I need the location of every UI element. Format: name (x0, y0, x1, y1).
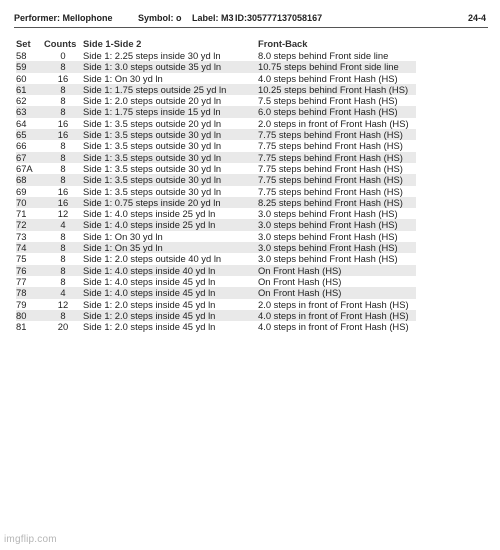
symbol-label: Symbol: o (138, 13, 182, 23)
cell-side: Side 1: 2.0 steps inside 45 yd ln (83, 298, 216, 310)
cell-front-back: 7.75 steps behind Front Hash (HS) (258, 140, 403, 152)
cell-side: Side 1: 2.0 steps inside 45 yd ln (83, 321, 216, 333)
cell-side: Side 1: 3.0 steps outside 35 yd ln (83, 61, 222, 73)
cell-side: Side 1: On 30 yd ln (83, 72, 163, 84)
table-row (16, 276, 416, 287)
cell-side: Side 1: 1.75 steps inside 15 yd ln (83, 106, 221, 118)
cell-counts: 16 (57, 72, 69, 84)
id-label: ID:305777137058167 (235, 13, 323, 23)
table-row (16, 208, 416, 219)
cell-set: 69 (16, 185, 27, 197)
header-bar (14, 11, 486, 25)
cell-front-back: 2.0 steps in front of Front Hash (HS) (258, 298, 409, 310)
cell-front-back: 2.0 steps in front of Front Hash (HS) (258, 117, 409, 129)
page-number: 24-4 (467, 13, 486, 23)
cell-counts: 0 (60, 50, 66, 61)
cell-front-back: 10.75 steps behind Front side line (258, 61, 399, 73)
table-row (16, 95, 416, 106)
cell-set: 75 (16, 253, 27, 265)
cell-counts: 4 (60, 219, 66, 231)
cell-side: Side 1: 2.0 steps outside 20 yd ln (83, 95, 222, 107)
performer-label: Performer: Mellophone (14, 13, 113, 23)
cell-counts: 16 (57, 196, 69, 208)
table-row (16, 84, 416, 95)
cell-set: 79 (16, 298, 27, 310)
table-row (16, 242, 416, 253)
cell-set: 68 (16, 174, 27, 186)
cell-side: Side 1: 3.5 steps outside 30 yd ln (83, 140, 222, 152)
cell-side: Side 1: 3.5 steps outside 20 yd ln (83, 117, 222, 129)
cell-front-back: On Front Hash (HS) (258, 287, 342, 299)
cell-front-back: 7.75 steps behind Front Hash (HS) (258, 174, 403, 186)
table-row (16, 73, 416, 84)
cell-set: 65 (16, 129, 27, 141)
cell-front-back: 4.0 steps behind Front Hash (HS) (258, 72, 398, 84)
cell-set: 58 (16, 50, 27, 61)
table-row (16, 163, 416, 174)
cell-side: Side 1: 3.5 steps outside 30 yd ln (83, 129, 222, 141)
cell-side: Side 1: 3.5 steps outside 30 yd ln (83, 162, 222, 174)
cell-set: 60 (16, 72, 27, 84)
cell-set: 66 (16, 140, 27, 152)
cell-front-back: 7.75 steps behind Front Hash (HS) (258, 162, 403, 174)
cell-side: Side 1: 3.5 steps outside 30 yd ln (83, 174, 222, 186)
cell-front-back: 7.75 steps behind Front Hash (HS) (258, 129, 403, 141)
table-row (16, 231, 416, 242)
set-label: Label: M3 (192, 13, 234, 23)
cell-set: 76 (16, 264, 27, 276)
table-row (16, 299, 416, 310)
table-row (16, 265, 416, 276)
cell-set: 71 (16, 208, 27, 220)
table-row (16, 106, 416, 117)
cell-front-back: On Front Hash (HS) (258, 264, 342, 276)
cell-side: Side 1: 2.0 steps inside 45 yd ln (83, 309, 216, 321)
cell-front-back: 8.0 steps behind Front side line (258, 50, 389, 61)
table-row (16, 174, 416, 185)
cell-counts: 8 (60, 242, 66, 254)
table-row (16, 321, 416, 332)
coordinate-table (16, 38, 416, 332)
cell-front-back: 7.75 steps behind Front Hash (HS) (258, 185, 403, 197)
cell-front-back: 6.0 steps behind Front Hash (HS) (258, 106, 398, 118)
cell-set: 73 (16, 230, 27, 242)
table-row (16, 152, 416, 163)
cell-set: 72 (16, 219, 27, 231)
cell-side: Side 1: 2.25 steps inside 30 yd ln (83, 50, 221, 61)
table-row (16, 186, 416, 197)
table-row (16, 197, 416, 208)
cell-front-back: 7.75 steps behind Front Hash (HS) (258, 151, 403, 163)
cell-set: 59 (16, 61, 27, 73)
cell-set: 61 (16, 83, 27, 95)
cell-counts: 12 (57, 208, 69, 220)
cell-side: Side 1: 2.0 steps outside 40 yd ln (83, 253, 222, 265)
cell-side: Side 1: 4.0 steps inside 45 yd ln (83, 287, 216, 299)
cell-front-back: On Front Hash (HS) (258, 275, 342, 287)
table-row (16, 310, 416, 321)
table-row (16, 118, 416, 129)
cell-front-back: 4.0 steps in front of Front Hash (HS) (258, 321, 409, 333)
table-row (16, 140, 416, 151)
column-header-side: Side 1-Side 2 (83, 38, 142, 49)
cell-counts: 16 (57, 185, 69, 197)
cell-front-back: 4.0 steps in front of Front Hash (HS) (258, 309, 409, 321)
table-row (16, 129, 416, 140)
table-row (16, 253, 416, 264)
cell-counts: 8 (60, 106, 66, 118)
cell-side: Side 1: 4.0 steps inside 25 yd ln (83, 219, 216, 231)
cell-front-back: 3.0 steps behind Front Hash (HS) (258, 230, 398, 242)
header-divider (14, 27, 488, 28)
cell-side: Side 1: On 35 yd ln (83, 242, 163, 254)
cell-side: Side 1: 4.0 steps inside 40 yd ln (83, 264, 216, 276)
cell-counts: 12 (57, 298, 69, 310)
cell-side: Side 1: 4.0 steps inside 25 yd ln (83, 208, 216, 220)
cell-set: 77 (16, 275, 27, 287)
cell-front-back: 10.25 steps behind Front Hash (HS) (258, 83, 409, 95)
watermark: imgflip.com (4, 534, 57, 545)
table-row (16, 219, 416, 230)
cell-front-back: 3.0 steps behind Front Hash (HS) (258, 219, 398, 231)
cell-set: 70 (16, 196, 27, 208)
cell-front-back: 3.0 steps behind Front Hash (HS) (258, 253, 398, 265)
cell-counts: 20 (57, 321, 69, 333)
cell-set: 81 (16, 321, 27, 333)
column-header-counts: Counts (44, 38, 77, 49)
cell-counts: 8 (60, 230, 66, 242)
table-header-row (16, 38, 416, 50)
cell-counts: 8 (60, 162, 66, 174)
cell-counts: 8 (60, 83, 66, 95)
column-header-set: Set (16, 38, 31, 49)
cell-side: Side 1: 3.5 steps outside 30 yd ln (83, 185, 222, 197)
table-row (16, 50, 416, 61)
cell-counts: 8 (60, 95, 66, 107)
cell-front-back: 3.0 steps behind Front Hash (HS) (258, 242, 398, 254)
cell-front-back: 8.25 steps behind Front Hash (HS) (258, 196, 403, 208)
table-body (16, 50, 416, 332)
cell-side: Side 1: 1.75 steps outside 25 yd ln (83, 83, 227, 95)
cell-set: 62 (16, 95, 27, 107)
cell-set: 67A (16, 162, 33, 174)
cell-counts: 8 (60, 61, 66, 73)
cell-side: Side 1: 3.5 steps outside 30 yd ln (83, 151, 222, 163)
cell-set: 64 (16, 117, 27, 129)
cell-set: 78 (16, 287, 27, 299)
cell-side: Side 1: 4.0 steps inside 45 yd ln (83, 275, 216, 287)
cell-set: 63 (16, 106, 27, 118)
cell-set: 67 (16, 151, 27, 163)
cell-side: Side 1: 0.75 steps inside 20 yd ln (83, 196, 221, 208)
table-row (16, 287, 416, 298)
cell-side: Side 1: On 30 yd ln (83, 230, 163, 242)
cell-counts: 4 (60, 287, 66, 299)
cell-set: 74 (16, 242, 27, 254)
cell-counts: 8 (60, 264, 66, 276)
cell-set: 80 (16, 309, 27, 321)
table-row (16, 61, 416, 72)
cell-counts: 16 (57, 117, 69, 129)
cell-counts: 8 (60, 151, 66, 163)
cell-front-back: 7.5 steps behind Front Hash (HS) (258, 95, 398, 107)
cell-counts: 8 (60, 275, 66, 287)
cell-counts: 8 (60, 140, 66, 152)
cell-counts: 8 (60, 309, 66, 321)
cell-counts: 8 (60, 253, 66, 265)
column-header-front-back: Front-Back (258, 38, 308, 49)
cell-counts: 16 (57, 129, 69, 141)
cell-counts: 8 (60, 174, 66, 186)
cell-front-back: 3.0 steps behind Front Hash (HS) (258, 208, 398, 220)
